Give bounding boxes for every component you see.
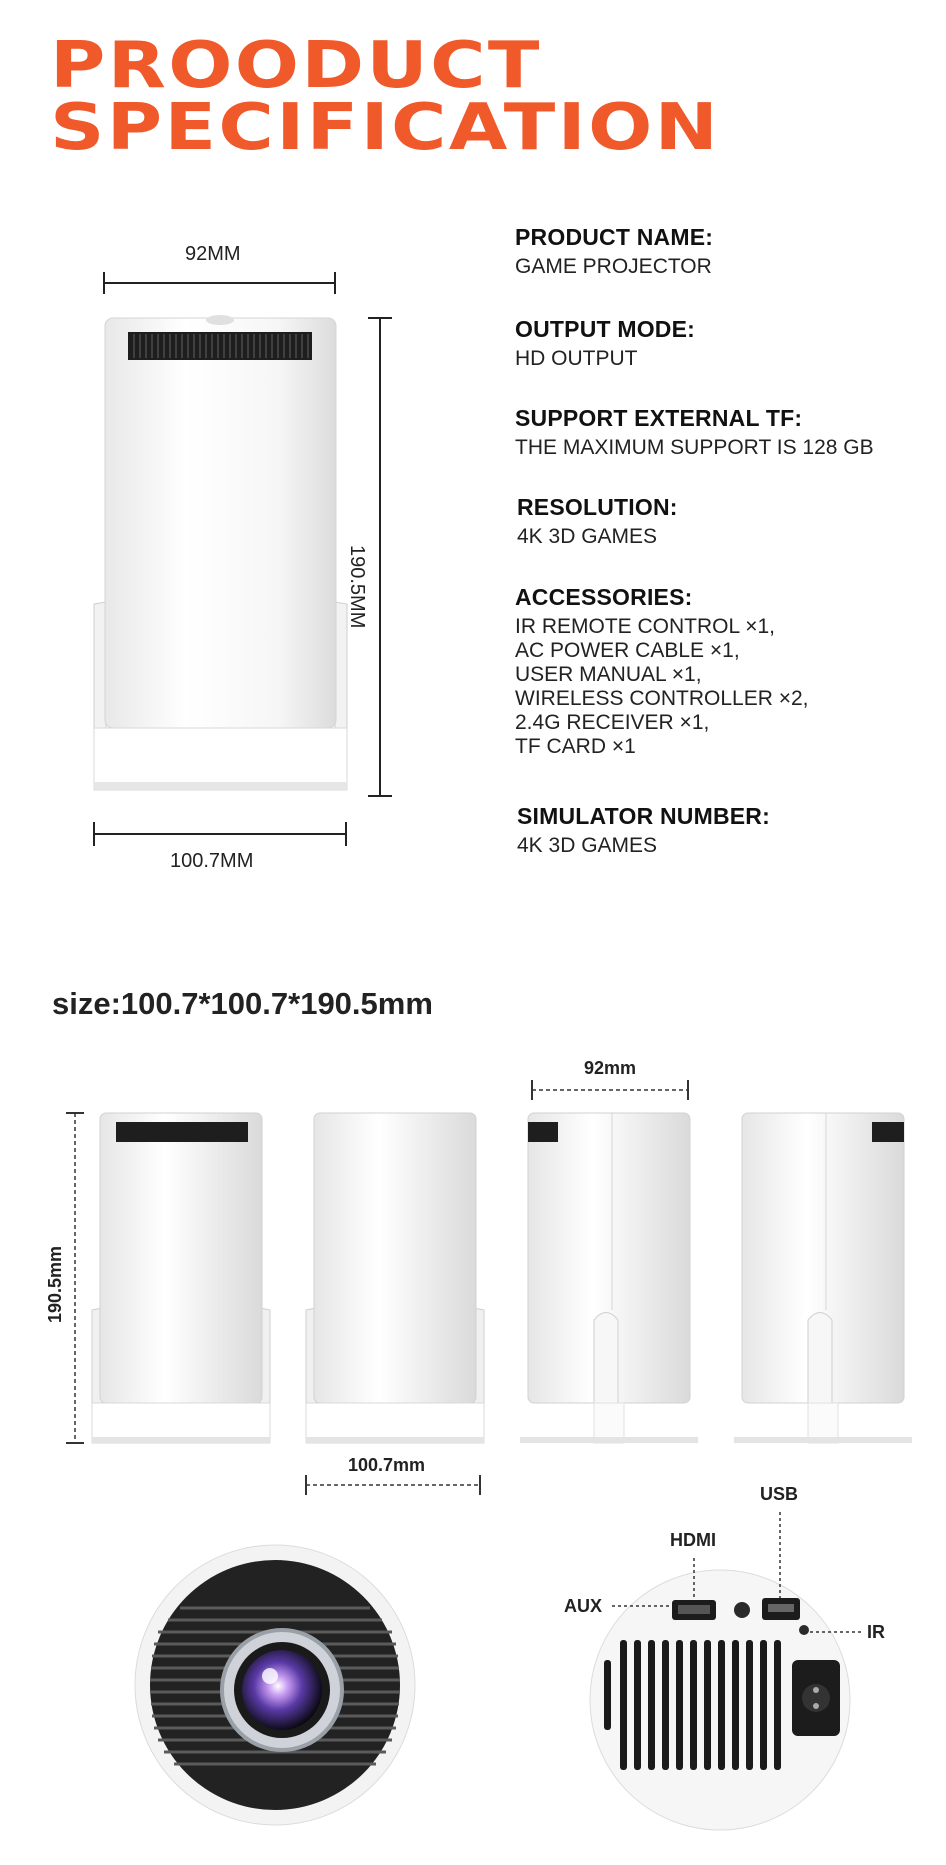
title-line-2: SPECIFICATION <box>50 91 721 165</box>
hero-width-bottom-label: 100.7MM <box>170 850 254 872</box>
spec-value: GAME PROJECTOR <box>515 255 712 278</box>
spec-label: SUPPORT EXTERNAL TF: <box>515 405 803 431</box>
spec-value: AC POWER CABLE ×1, <box>515 639 740 662</box>
spec-value: HD OUTPUT <box>515 347 638 370</box>
hero-height-label: 190.5MM <box>346 545 368 629</box>
spec-label: PRODUCT NAME: <box>515 224 714 250</box>
hdmi-label: HDMI <box>670 1530 716 1550</box>
aux-label: AUX <box>564 1596 603 1616</box>
spec-value: IR REMOTE CONTROL ×1, <box>515 615 776 638</box>
spec-value: 4K 3D GAMES <box>517 834 658 857</box>
spec-value: 2.4G RECEIVER ×1, <box>515 711 710 734</box>
spec-value: 4K 3D GAMES <box>517 525 658 548</box>
size-title: size:100.7*100.7*190.5mm <box>52 986 433 1021</box>
spec-label: RESOLUTION: <box>517 494 678 520</box>
spec-label: OUTPUT MODE: <box>515 316 695 342</box>
size-bottom-width-label: 100.7mm <box>348 1455 426 1475</box>
spec-value: WIRELESS CONTROLLER ×2, <box>515 687 809 710</box>
spec-value: THE MAXIMUM SUPPORT IS 128 GB <box>515 436 874 459</box>
size-height-label: 190.5mm <box>45 1245 65 1323</box>
ir-label: IR <box>867 1622 885 1642</box>
spec-value: USER MANUAL ×1, <box>515 663 702 686</box>
size-top-width-label: 92mm <box>584 1058 637 1078</box>
spec-label: ACCESSORIES: <box>515 584 693 610</box>
spec-label: SIMULATOR NUMBER: <box>517 803 770 829</box>
usb-label: USB <box>760 1484 799 1504</box>
hero-width-top-label: 92MM <box>185 243 241 265</box>
title-line-1: PROODUCT <box>50 29 542 103</box>
spec-value: TF CARD ×1 <box>515 735 636 758</box>
